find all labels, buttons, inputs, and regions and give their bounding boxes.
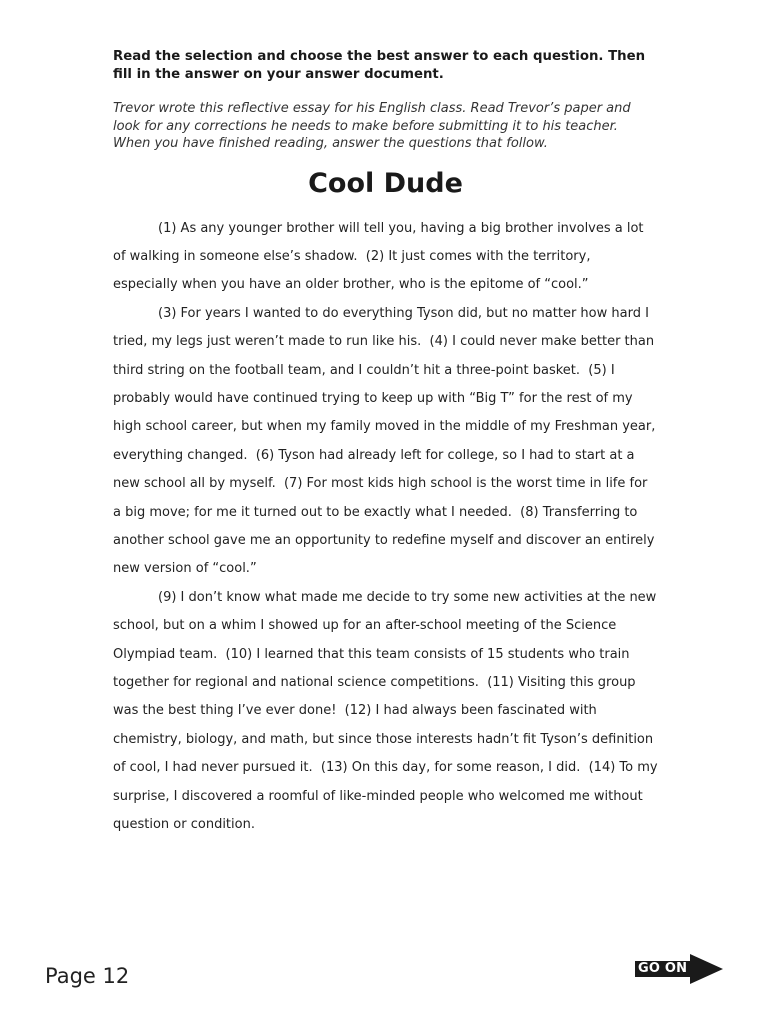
intro-text: Trevor wrote this reflective essay for his English class. Read Trevor’s paper and look for any corrections he needs to make before submitting it to his teacher. When you have finished reading, answer the questions that follow. [113,101,631,151]
go-on-button[interactable] [635,954,723,984]
page-number: Page 12 [45,964,130,988]
instructions-text: Read the selection and choose the best answer to each question. Then fill in the answer on your answer document. [113,49,646,82]
essay-title: Cool Dude [308,167,463,199]
test-page-content [113,48,658,839]
essay-paragraph-2: (3) For years I wanted to do everything Tyson did, but no matter how hard I tried, my legs just weren’t made to run like his. (4) I could never make better than third string on the football team, and I couldn’t hit a three-point basket. (5) I probably would have continued trying to keep up with “Big T” for the rest of my high school career, but when my family moved in the middle of my Freshman year, everything changed. (6) Tyson had already left for college, so I had to start at a new school all by myself. (7) For most kids high school is the worst time in life for a big move; for me it turned out to be exactly what I needed. (8) Transferring to another school gave me an opportunity to redefine myself and discover an entirely new version of “cool.” [113,305,656,577]
essay-body [113,215,658,840]
essay-paragraph-1: (1) As any younger brother will tell you, having a big brother involves a lot of walking in someone else’s shadow. (2) It just comes with the territory, especially when you have an older brother, who is the epitome of “cool.” [113,220,644,293]
go-on-label: GO ON [638,961,688,976]
essay-paragraph-3: (9) I don’t know what made me decide to try some new activities at the new school, but on a whim I showed up for an after-school meeting of the Science Olympiad team. (10) I learned that this team consists of 15 students who train together for regional and national science competitions. (11) Visiting this group was the best thing I’ve ever done! (12) I had always been fascinated with chemistry, biology, and math, but since those interests hadn’t fit Tyson’s definition of cool, I had never pursued it. (13) On this day, for some reason, I did. (14) To my surprise, I discovered a roomful of like-minded people who welcomed me without question or condition. [113,589,658,833]
